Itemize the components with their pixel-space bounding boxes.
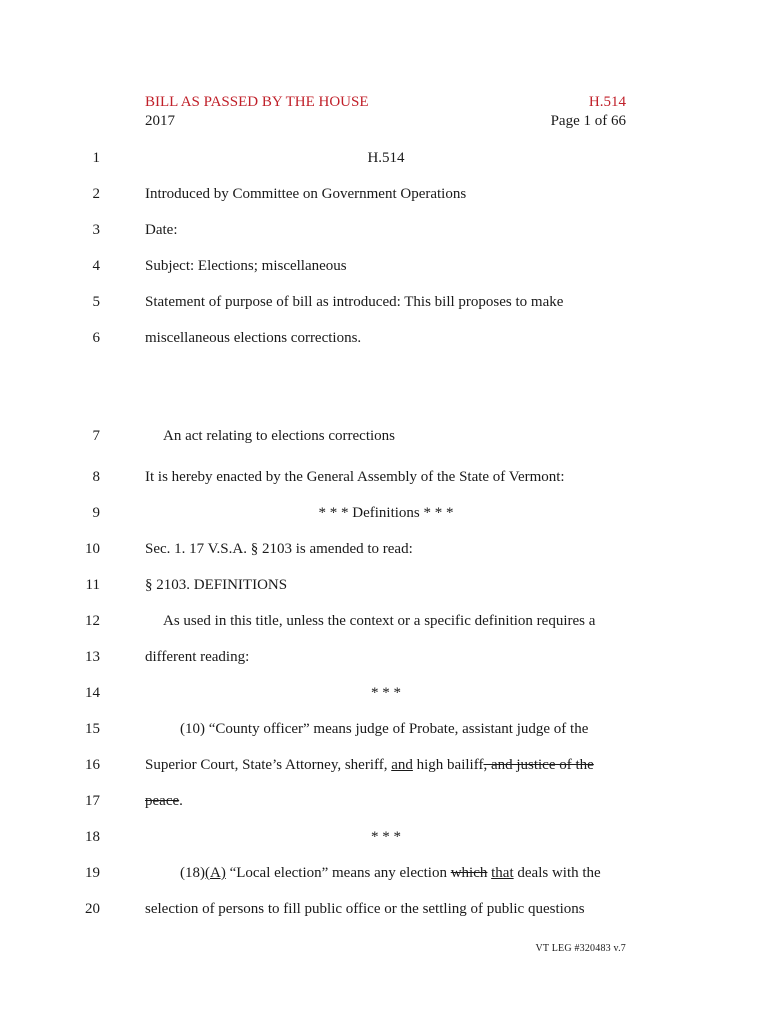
act-title: An act relating to elections corrections [163, 428, 395, 444]
line-text [145, 755, 627, 775]
text-segment: . [179, 793, 183, 809]
line-text [145, 791, 627, 811]
line-text: As used in this title, unless the context or a specific definition requires a [163, 613, 596, 629]
line-text: Statement of purpose of bill as introduced: This bill proposes to make [145, 294, 564, 310]
omission-marker: * * * [371, 685, 401, 701]
document-line [0, 791, 770, 811]
line-number: 8 [92, 469, 100, 485]
text-segment: Superior Court, State’s Attorney, sheriff, [145, 757, 392, 773]
header-right [551, 93, 626, 131]
line-text: selection of persons to fill public office or the settling of public questions [145, 901, 585, 917]
line-text: different reading: [145, 649, 250, 665]
document-line [0, 611, 770, 631]
document-line [0, 575, 770, 595]
line-number: 1 [92, 150, 100, 166]
deleted-text: peace [145, 793, 180, 809]
line-number: 6 [92, 330, 100, 346]
inserted-text: that [491, 865, 514, 881]
document-line [0, 827, 770, 847]
document-line [0, 148, 770, 168]
line-text: Sec. 1. 17 V.S.A. § 2103 is amended to read: [145, 541, 413, 557]
line-number: 15 [85, 721, 100, 737]
text-segment: deals with the [513, 865, 601, 881]
omission-marker: * * * [371, 829, 401, 845]
page-indicator: Page 1 of 66 [550, 113, 626, 129]
line-text: Subject: Elections; miscellaneous [145, 258, 347, 274]
document-line [0, 899, 770, 919]
text-segment: (18) [180, 865, 205, 881]
line-number: 7 [92, 428, 100, 444]
inserted-text: and [391, 757, 413, 773]
bill-heading: H.514 [367, 150, 405, 166]
line-number: 2 [92, 186, 100, 202]
document-line [0, 503, 770, 523]
document-line [0, 328, 770, 348]
line-number: 5 [92, 294, 100, 310]
line-text [145, 863, 662, 883]
line-text: miscellaneous elections corrections. [145, 330, 362, 346]
line-number: 19 [85, 865, 100, 881]
document-line [0, 467, 770, 487]
document-line [0, 647, 770, 667]
document-line [0, 184, 770, 204]
line-text: Introduced by Committee on Government Operations [145, 186, 467, 202]
document-line [0, 755, 770, 775]
document-line [0, 220, 770, 240]
line-number: 11 [85, 577, 100, 593]
document-line [0, 719, 770, 739]
text-segment: high bailiff [412, 757, 484, 773]
inserted-text: (A) [205, 865, 226, 881]
line-number: 20 [85, 901, 100, 917]
document-line [0, 539, 770, 559]
bill-status-title: BILL AS PASSED BY THE HOUSE [145, 94, 369, 110]
section-divider: * * * Definitions * * * [318, 505, 454, 521]
document-line [0, 863, 770, 883]
deleted-text: , and justice of the [483, 757, 594, 773]
bill-year: 2017 [145, 113, 175, 129]
document-line [0, 256, 770, 276]
document-line [0, 683, 770, 703]
document-line [0, 292, 770, 312]
line-number: 4 [92, 258, 100, 274]
line-number: 12 [85, 613, 100, 629]
line-number: 16 [85, 757, 100, 773]
section-heading: § 2103. DEFINITIONS [145, 577, 288, 593]
line-number: 9 [92, 505, 100, 521]
line-number: 18 [85, 829, 100, 845]
line-number: 14 [85, 685, 100, 701]
bill-number: H.514 [588, 94, 626, 110]
line-number: 3 [92, 222, 100, 238]
line-text: Date: [145, 222, 178, 238]
deleted-text: which [450, 865, 488, 881]
text-segment: “Local election” means any election [225, 865, 451, 881]
header-left [145, 93, 369, 131]
enacting-clause: It is hereby enacted by the General Assembly of the State of Vermont: [145, 469, 565, 485]
document-footer: VT LEG #320483 v.7 [535, 943, 626, 954]
line-text: (10) “County officer” means judge of Probate, assistant judge of the [180, 721, 589, 737]
document-line [0, 426, 770, 446]
line-number: 17 [85, 793, 100, 809]
line-number: 13 [85, 649, 100, 665]
line-number: 10 [85, 541, 100, 557]
